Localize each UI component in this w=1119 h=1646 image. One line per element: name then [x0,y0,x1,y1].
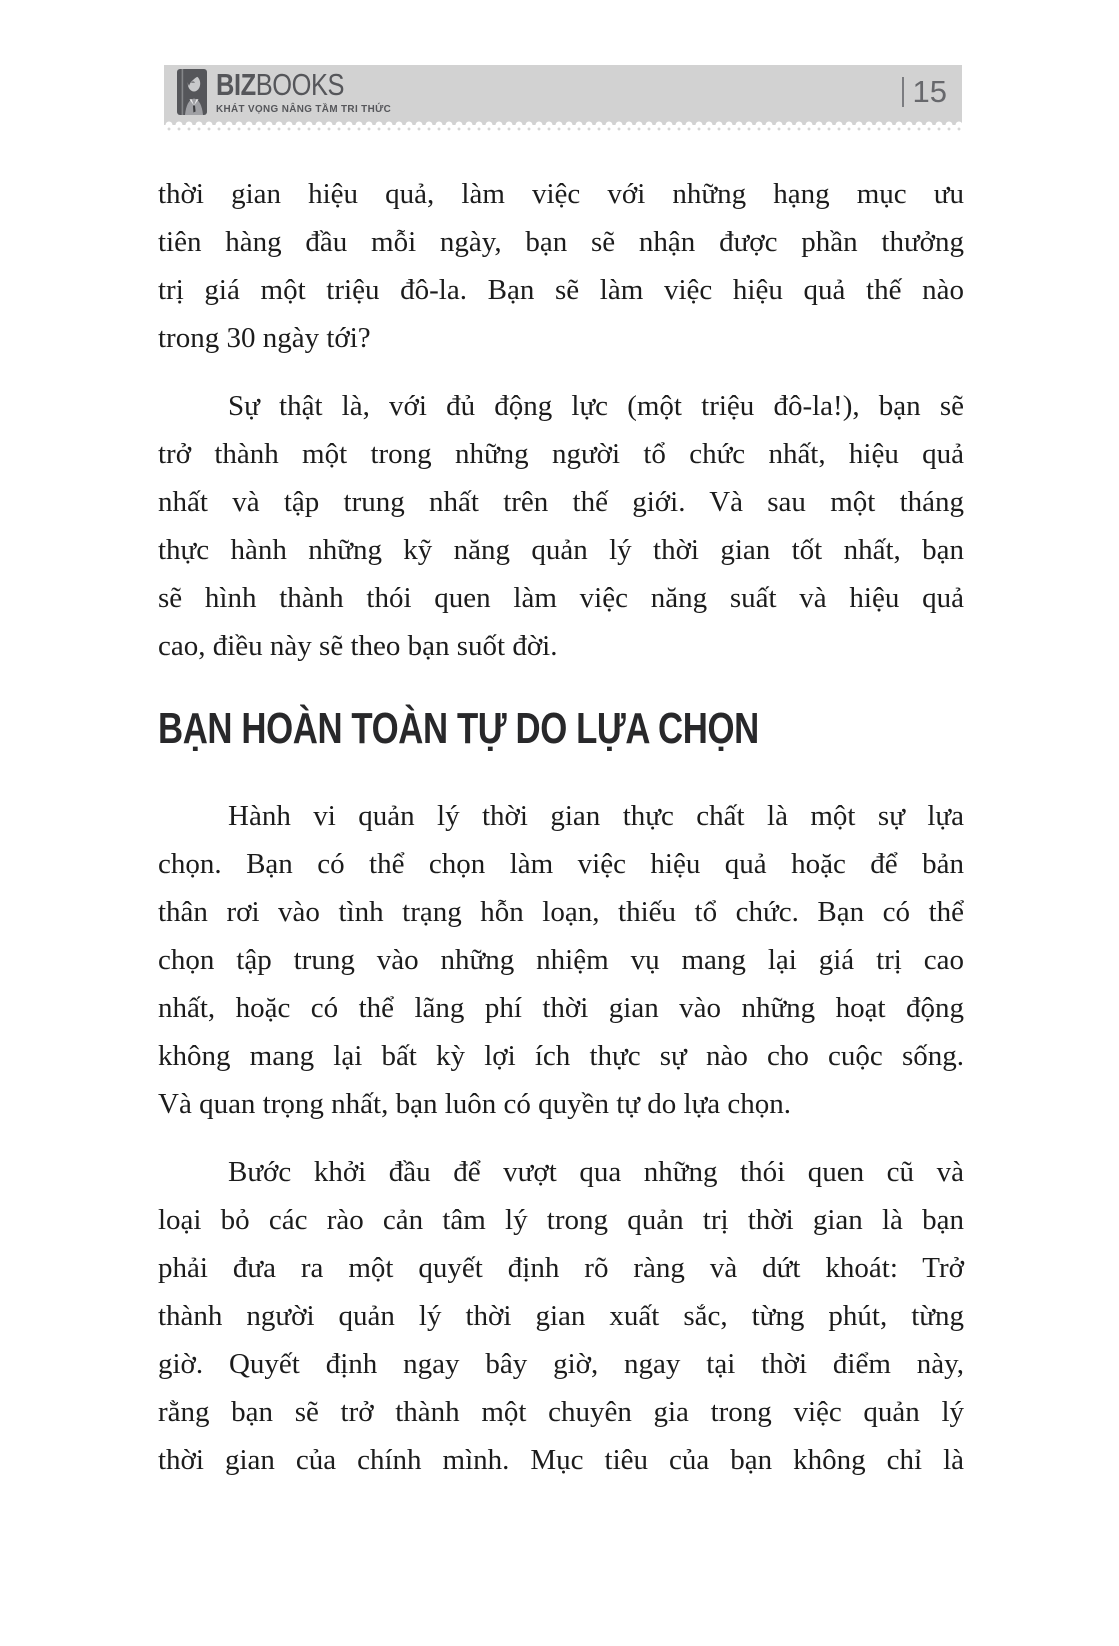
brand-biz: BIZ [216,67,256,103]
text-line: Và quan trọng nhất, bạn luôn có quyền tự do lựa chọn. [158,1088,792,1120]
text-line: thân rơi vào tình trạng hỗn loạn, thiếu tổ chức. Bạn có thể [158,896,964,928]
paragraph-1 [158,0,964,362]
brand-tagline: KHÁT VỌNG NÂNG TẦM TRI THỨC [216,103,392,116]
text-line: sẽ hình thành thói quen làm việc năng suất và hiệu quả [158,582,964,614]
text-line: chọn. Bạn có thể chọn làm việc hiệu quả hoặc để bản [158,848,964,880]
text-line: Bước khởi đầu để vượt qua những thói quen cũ và [228,1156,964,1188]
text-line: tiên hàng đầu mỗi ngày, bạn sẽ nhận được phần thưởng [158,226,964,258]
text-line: trong 30 ngày tới? [158,322,371,354]
paragraph-3 [158,792,964,1128]
text-line: thời gian của chính mình. Mục tiêu của bạn không chỉ là [158,1444,964,1476]
text-line: trị giá một triệu đô-la. Bạn sẽ làm việc hiệu quả thế nào [158,274,964,306]
text-line: trở thành một trong những người tổ chức nhất, hiệu quả [158,438,964,470]
page-number-value: 15 [912,74,947,109]
text-line: thành người quản lý thời gian xuất sắc, từng phút, từng [158,1300,964,1332]
paragraph-4 [158,1148,964,1484]
text-line: Hành vi quản lý thời gian thực chất là một sự lựa [228,800,964,832]
text-line: giờ. Quyết định ngay bây giờ, ngay tại thời điểm này, [158,1348,964,1380]
text-line: loại bỏ các rào cản tâm lý trong quản trị thời gian là bạn [158,1204,964,1236]
text-line: chọn tập trung vào những nhiệm vụ mang lại giá trị cao [158,944,964,976]
text-line: không mang lại bất kỳ lợi ích thực sự nào cho cuộc sống. [158,1040,964,1072]
section-heading: BẠN HOÀN TOÀN TỰ DO LỰA CHỌN [158,704,759,753]
text-line: nhất, hoặc có thể lãng phí thời gian vào những hoạt động [158,992,964,1024]
text-line: phải đưa ra một quyết định rõ ràng và dứt khoát: Trở [158,1252,964,1284]
text-line: rằng bạn sẽ trở thành một chuyên gia trong việc quản lý [158,1396,964,1428]
text-line: thực hành những kỹ năng quản lý thời gian tốt nhất, bạn [158,534,964,566]
page-body [158,0,964,1484]
text-line: Sự thật là, với đủ động lực (một triệu đô-la!), bạn sẽ [228,390,964,422]
brand-books: BOOKS [255,67,345,103]
text-line: thời gian hiệu quả, làm việc với những hạng mục ưu [158,178,964,210]
paragraph-2 [158,382,964,670]
text-line: nhất và tập trung nhất trên thế giới. Và sau một tháng [158,486,964,518]
text-line: cao, điều này sẽ theo bạn suốt đời. [158,630,558,662]
